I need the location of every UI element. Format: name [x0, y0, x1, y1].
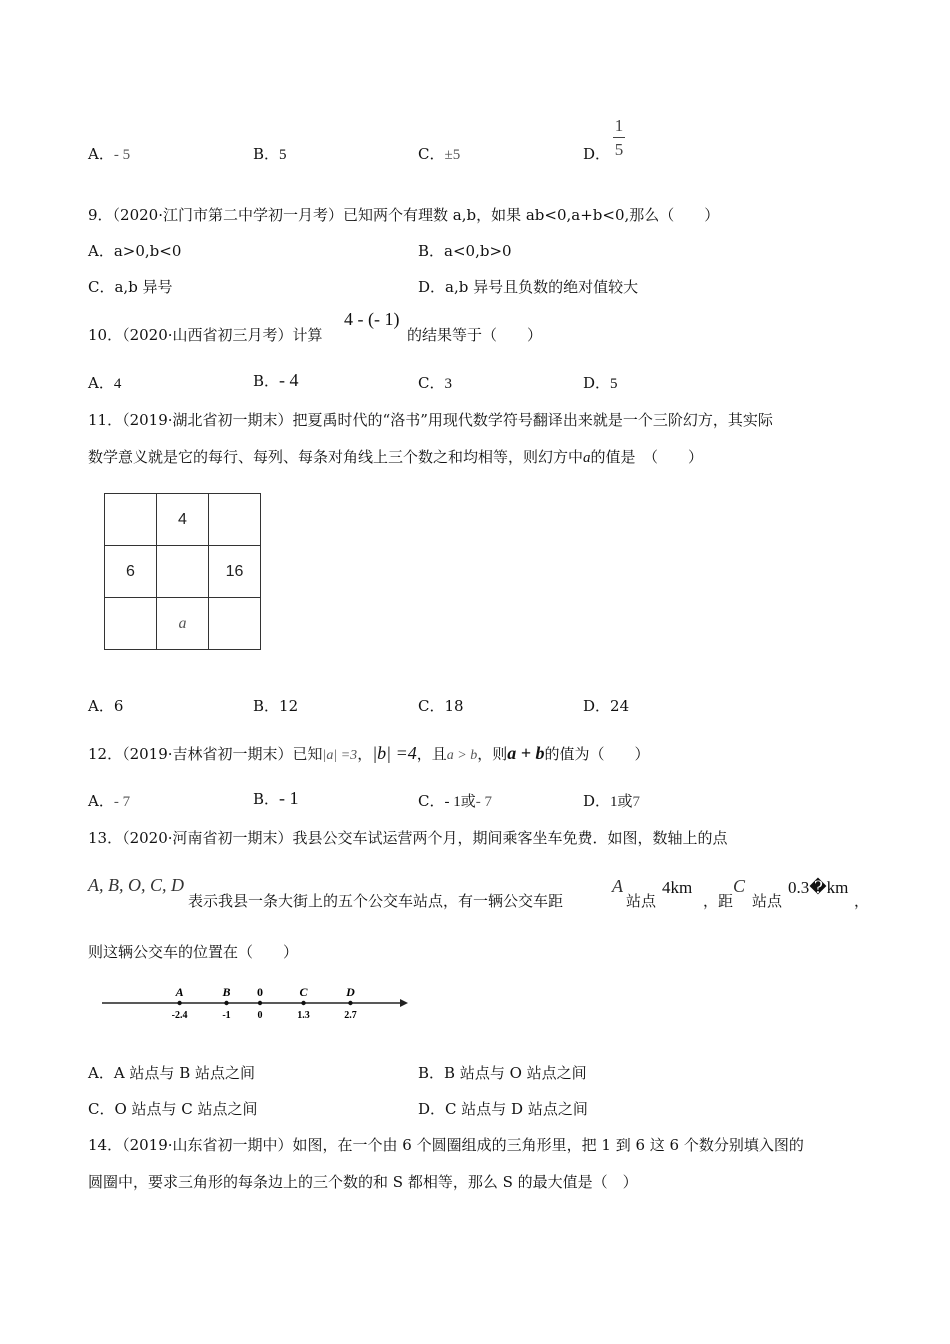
q13-option-c: C．O 站点与 C 站点之间	[88, 1100, 258, 1118]
magic-square-cell: 16	[209, 546, 261, 598]
q8-option-a: A．- 5	[88, 145, 131, 163]
q10-option-d: D．5	[583, 374, 618, 392]
q13-dist-c: 0.3�km	[788, 878, 849, 897]
q13-option-b: B．B 站点与 O 站点之间	[418, 1064, 587, 1082]
q8-option-c: C．±5	[418, 145, 461, 163]
q13-text-b: ，距	[703, 892, 734, 910]
q10-stem-suffix: 的结果等于（ ）	[407, 326, 543, 344]
q9-stem: 9．（2020·江门市第二中学初一月考）已知两个有理数 a,b，如果 ab<0,a+b<0,那么（ ）	[88, 206, 720, 224]
q11-stem-line2: 数学意义就是它的每行、每列、每条对角线上三个数之和均相等，则幻方中a的值是 （ ）	[88, 448, 704, 466]
number-line-point	[177, 1001, 181, 1005]
q9-option-c: C．a,b 异号	[88, 278, 173, 296]
magic-square-cell	[209, 598, 261, 650]
number-line-point	[348, 1001, 352, 1005]
number-line-point	[301, 1001, 305, 1005]
q12-option-a: A．- 7	[88, 792, 131, 810]
q10-option-c: C．3	[418, 374, 452, 392]
magic-square-cell: a	[157, 598, 209, 650]
magic-square-cell	[105, 494, 157, 546]
number-line-point	[224, 1001, 228, 1005]
q10-option-a: A．4	[88, 374, 122, 392]
q11-option-d: D．24	[583, 697, 630, 715]
q13-stem-line3: 则这辆公交车的位置在（ ）	[88, 943, 299, 961]
magic-square-cell: 6	[105, 546, 157, 598]
number-line-point-label: B	[222, 985, 231, 999]
magic-square-cell	[105, 598, 157, 650]
magic-square-cell	[157, 546, 209, 598]
q11-option-c: C．18	[418, 697, 464, 715]
number-line-point-label: A	[175, 985, 184, 999]
q14-stem-line1: 14．（2019·山东省初一期中）如图，在一个由 6 个圆圈组成的三角形里，把 1 到 6 这 6 个数分别填入图的	[88, 1136, 804, 1154]
q10-expression: 4 - (- 1)	[344, 309, 400, 329]
q11-stem-line1: 11．（2019·湖北省初一期末）把夏禹时代的“洛书”用现代数学符号翻译出来就是一个三阶幻方，其实际	[88, 411, 773, 429]
number-line-tick-value: 0	[257, 1010, 263, 1021]
number-line-tick-value: 1.3	[297, 1010, 310, 1021]
q13-dist-a: 4km	[662, 878, 693, 897]
number-line-tick-value: -2.4	[171, 1010, 188, 1021]
number-line-arrow-icon	[400, 999, 408, 1007]
q10-stem-prefix: 10．（2020·山西省初三月考）计算	[88, 326, 323, 344]
q13-option-d: D．C 站点与 D 站点之间	[418, 1100, 588, 1118]
q11-option-b: B．12	[253, 697, 299, 715]
q13-station-label: 站点	[626, 892, 657, 910]
magic-square-cell: 4	[157, 494, 209, 546]
q12-option-b: B．- 1	[253, 788, 299, 808]
q12-option-c: C．- 1或- 7	[418, 792, 492, 810]
q8-option-d: D．	[583, 145, 611, 163]
number-line	[100, 980, 410, 1025]
q9-option-a: A．a>0,b<0	[88, 242, 182, 260]
q12-option-d: D．1或7	[583, 792, 641, 810]
q13-option-a: A．A 站点与 B 站点之间	[88, 1064, 255, 1082]
number-line-point-label: 0	[257, 985, 263, 999]
number-line-tick-value: 2.7	[344, 1010, 357, 1021]
q8-option-d-fraction: 1 5	[614, 116, 624, 159]
q9-option-d: D．a,b 异号且负数的绝对值较大	[418, 278, 639, 296]
number-line-point-label: C	[299, 985, 308, 999]
number-line-tick-value: -1	[222, 1010, 231, 1021]
q11-option-a: A．6	[88, 697, 124, 715]
q8-option-b: B．5	[253, 145, 287, 163]
magic-square-cell	[209, 494, 261, 546]
q9-option-b: B．a<0,b>0	[418, 242, 512, 260]
q12-stem: 12．（2019·吉林省初一期末）已知|a| =3，|b| =4，且a > b，则a + b的值为（ ）	[88, 743, 650, 763]
number-line-point	[258, 1001, 262, 1005]
q14-stem-line2: 圆圈中，要求三角形的每条边上的三个数的和 S 都相等，那么 S 的最大值是（ ）	[88, 1173, 638, 1191]
q13-points: A, B, O, C, D	[88, 875, 184, 895]
q13-stem-line2: 表示我县一条大街上的五个公交车站点，有一辆公交车距	[188, 892, 564, 910]
number-line-point-label: D	[346, 985, 355, 999]
magic-square-grid	[104, 493, 261, 650]
q13-tail: ，	[854, 892, 870, 910]
q13-station-label-2: 站点	[752, 892, 783, 910]
q13-var-c: C	[733, 876, 746, 896]
q10-option-b: B．- 4	[253, 370, 299, 390]
q13-var-a: A	[612, 876, 623, 896]
q13-stem-line1: 13．（2020·河南省初一期末）我县公交车试运营两个月，期间乘客坐车免费．如图，数轴上的点	[88, 829, 728, 847]
